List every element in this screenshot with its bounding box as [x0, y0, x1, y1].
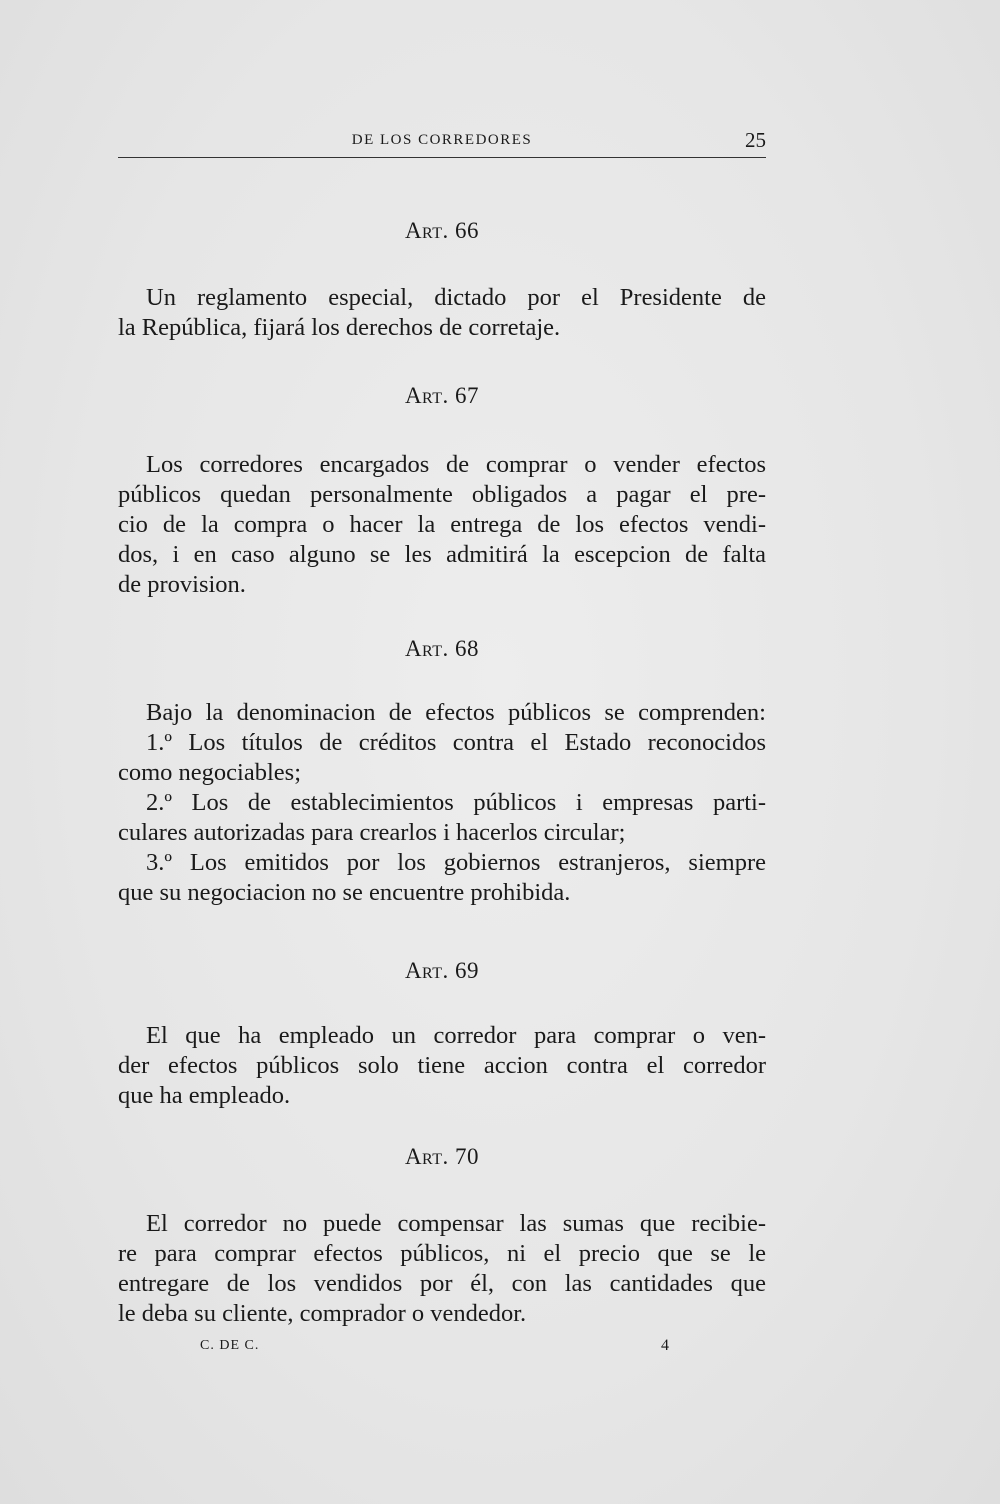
- text-line: públicos quedan personalmente obligados a pagar el pre-: [118, 481, 766, 508]
- text-line: dos, i en caso alguno se les admitirá la escepcion de falta: [118, 541, 766, 568]
- text-line: der efectos públicos solo tiene accion contra el corredor: [118, 1052, 766, 1079]
- text-line: 1.º Los títulos de créditos contra el Estado reconocidos: [146, 729, 766, 756]
- text-line: culares autorizadas para crearlos i hacerlos circular;: [118, 819, 626, 846]
- article-text: [118, 1021, 766, 1111]
- page-number: 25: [745, 128, 766, 152]
- text-line: como negociables;: [118, 759, 302, 786]
- text-line: Bajo la denominacion de efectos públicos se comprenden:: [146, 699, 766, 726]
- article-heading: Art. 69: [404, 958, 480, 983]
- running-head: [118, 128, 766, 152]
- article-text: [118, 450, 766, 600]
- article-heading: Art. 66: [404, 218, 480, 243]
- text-line: 3.º Los emitidos por los gobiernos estranjeros, siempre: [146, 849, 766, 876]
- header-rule: [118, 157, 766, 158]
- text-line: Los corredores encargados de comprar o vender efectos: [146, 451, 766, 478]
- article-text: [118, 698, 766, 908]
- article-heading: Art. 68: [404, 636, 480, 661]
- text-line: El que ha empleado un corredor para comprar o ven-: [146, 1022, 766, 1049]
- article-heading: Art. 70: [404, 1144, 480, 1169]
- text-line: Un reglamento especial, dictado por el Presidente de: [146, 284, 766, 311]
- running-title: DE LOS CORREDORES: [351, 132, 533, 148]
- text-line: le deba su cliente, comprador o vendedor.: [118, 1300, 527, 1327]
- text-line: que ha empleado.: [118, 1082, 291, 1109]
- text-line: que su negociacion no se encuentre prohibida.: [118, 879, 571, 906]
- text-line: cio de la compra o hacer la entrega de los efectos vendi-: [118, 511, 766, 538]
- text-line: de provision.: [118, 571, 246, 598]
- article-text: [118, 283, 766, 343]
- article-heading: Art. 67: [404, 383, 480, 408]
- text-line: entregare de los vendidos por él, con las cantidades que: [118, 1270, 766, 1297]
- text-line: El corredor no puede compensar las sumas que recibie-: [146, 1210, 766, 1237]
- signature-mark: C. DE C.: [200, 1338, 260, 1353]
- text-line: la República, fijará los derechos de corretaje.: [118, 314, 561, 341]
- text-line: re para comprar efectos públicos, ni el precio que se le: [118, 1240, 766, 1267]
- article-text: [118, 1209, 766, 1329]
- sheet-number: 4: [661, 1337, 669, 1354]
- text-line: 2.º Los de establecimientos públicos i empresas parti-: [146, 789, 766, 816]
